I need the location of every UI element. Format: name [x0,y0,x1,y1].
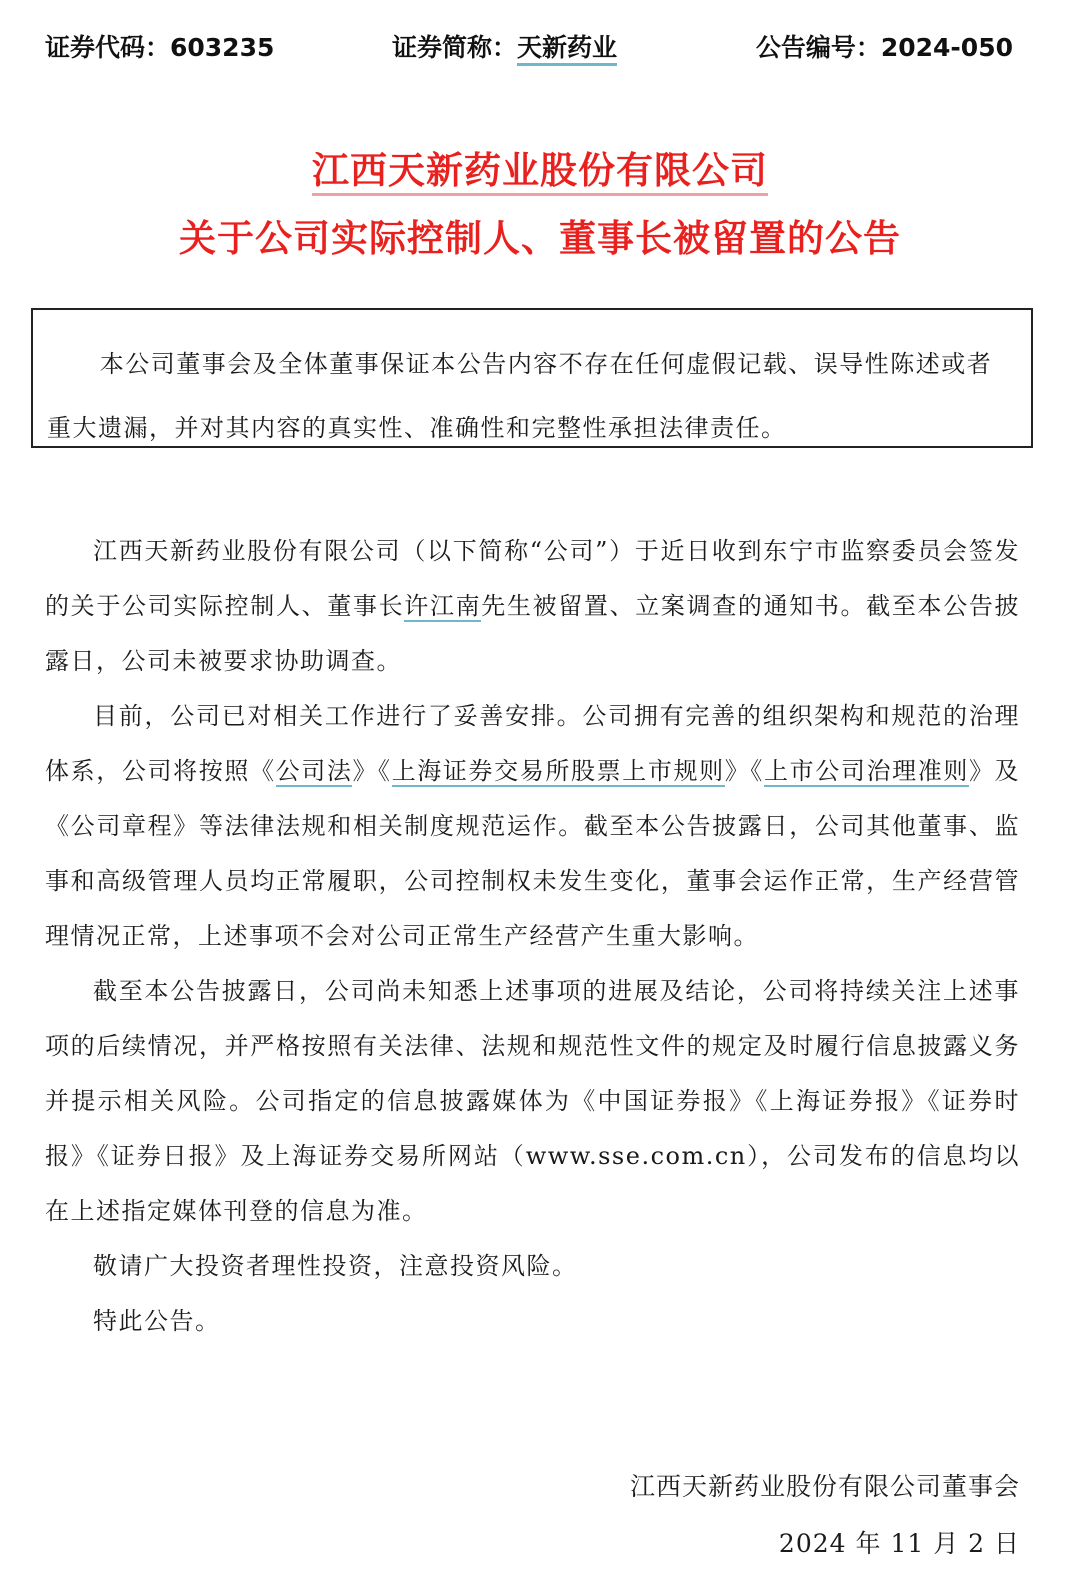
p1-part-a: 江西天新药业股份有限公司（以下简称“公司”）于近日收到东宁市监察委员会签发的关于公司实际控制人、董事长 [45,537,1020,620]
p2-part-c: 》《 [724,757,764,785]
signature-org: 江西天新药业股份有限公司董事会 [629,1472,1020,1501]
stock-short-value: 天新药业 [517,33,617,66]
p2-law-governance: 上市公司治理准则 [763,757,969,785]
title-line-1 [0,140,1080,194]
p2-part-d: 》及《公司章程》等法律法规和相关制度规范运作。截至本公告披露日，公司其他董事、监事和高级管理人员均正常履职，公司控制权未发生变化，董事会运作正常，生产经营管理情况正常，上述事项不会对公司正常生产经营产生重大影响。 [45,757,1021,950]
title-line-1-text: 江西天新药业股份有限公司 [312,149,768,196]
announcement-number: 公告编号：2024-050 [755,33,1013,62]
notice-text: 本公司董事会及全体董事保证本公告内容不存在任何虚假记载、误导性陈述或者重大遗漏，并对其内容的真实性、准确性和完整性承担法律责任。 [47,350,993,442]
title-line-2: 关于公司实际控制人、董事长被留置的公告 [179,217,901,260]
paragraph-2 [45,689,1020,964]
p1-chairman-name: 许江南 [404,592,482,620]
paragraph-5: 特此公告。 [93,1307,221,1335]
p2-law-company: 公司法 [275,757,353,785]
p2-part-b: 》《 [352,757,392,785]
p1-part-b: 先生被留置、立案调查的通知书。截至本公告披露日，公司未被要求协助调查。 [45,592,1021,675]
paragraph-3: 截至本公告披露日，公司尚未知悉上述事项的进展及结论，公司将持续关注上述事项的后续情况，并严格按照有关法律、法规和规范性文件的规定及时履行信息披露义务并提示相关风险。公司指定的信息披露媒体为《中国证券报》《上海证券报》《证券时报》《证券日报》及上海证券交易所网站（www.sse.com.cn），公司发布的信息均以在上述指定媒体刊登的信息为准。 [45,977,1020,1225]
signature-date: 2024 年 11 月 2 日 [778,1529,1020,1558]
document-header [45,22,1013,66]
stock-short-label: 证券简称： [392,33,518,62]
p2-law-listing-rules: 上海证券交易所股票上市规则 [391,757,725,785]
notice-box [31,308,1033,448]
paragraph-1 [45,524,1020,689]
body-text [45,524,1020,1349]
p2-part-a: 目前，公司已对相关工作进行了妥善安排。公司拥有完善的组织架构和规范的治理体系，公司将按照《 [45,702,1020,785]
stock-code: 证券代码：603235 [45,33,275,62]
paragraph-4: 敬请广大投资者理性投资，注意投资风险。 [93,1252,578,1280]
stock-short-name [392,28,617,64]
